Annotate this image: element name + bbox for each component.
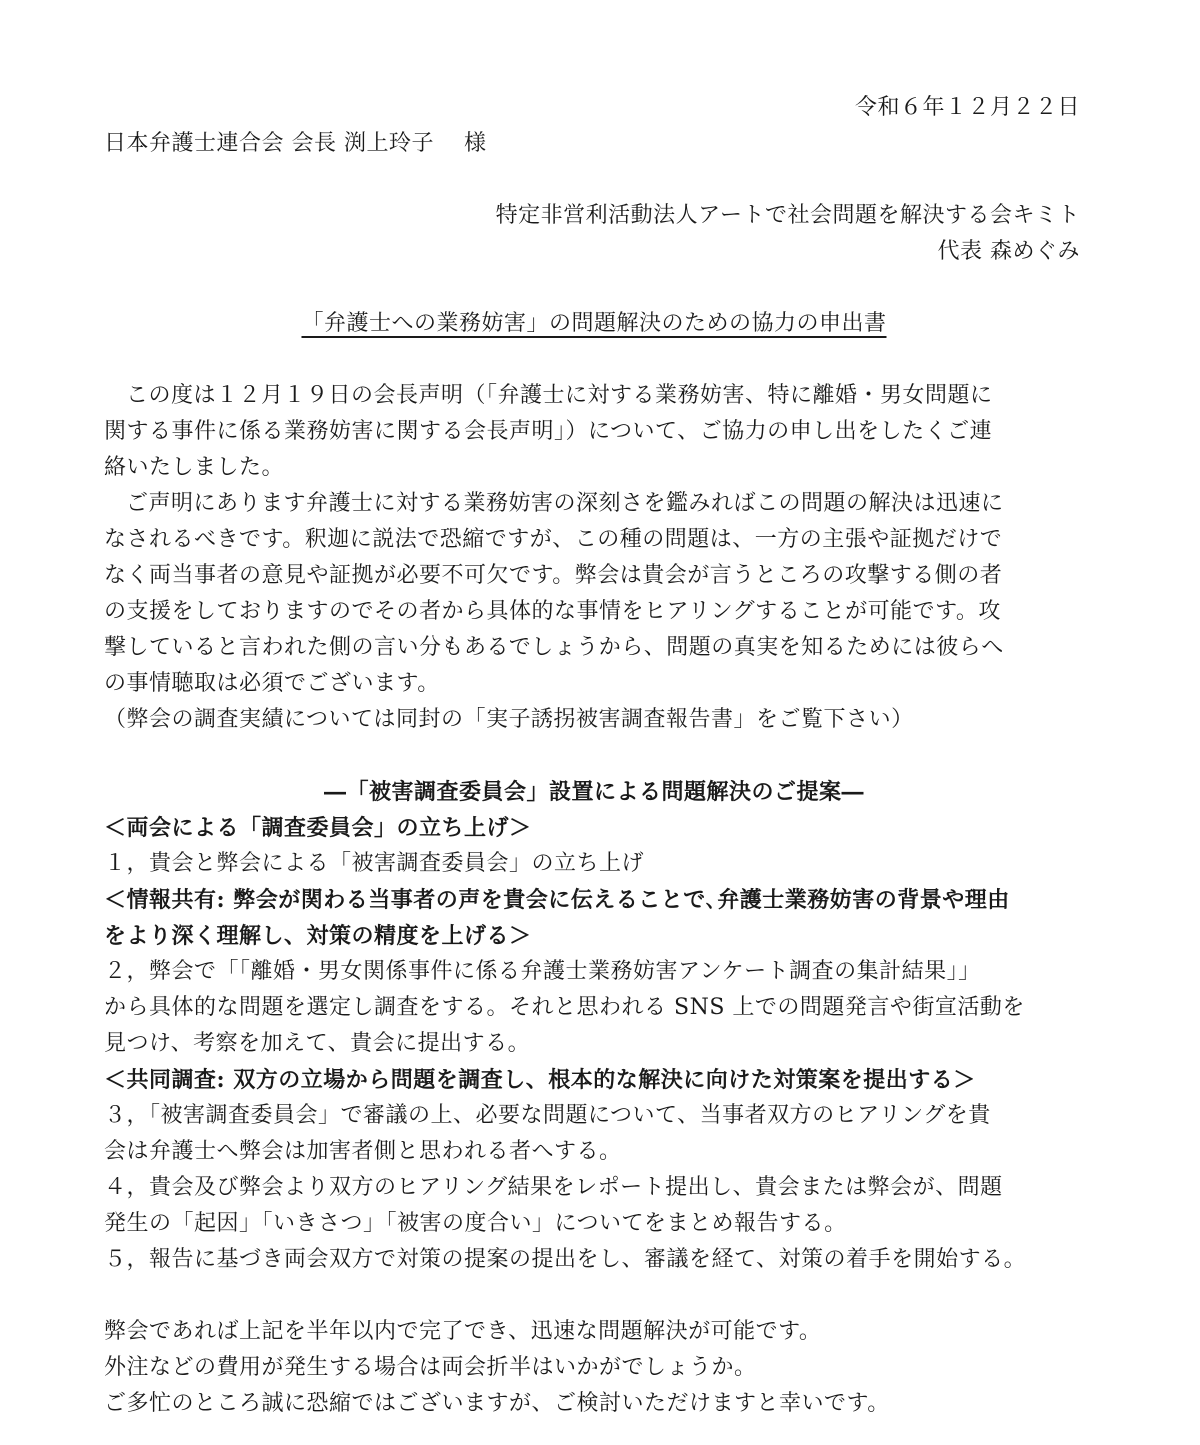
proposal-item-2: から具体的な問題を選定し調査をする。それと思われる SNS 上での問題発言や街宣活動を [104,995,1025,1020]
proposal-item-3: ３，「被害調査委員会」で審議の上、必要な問題について、当事者双方のヒアリングを貴 [104,1103,991,1128]
closing-line: 外注などの費用が発生する場合は両会折半はいかがでしょうか。 [104,1355,757,1380]
proposal-item-2: ２，弊会で「「離婚・男女関係事件に係る弁護士業務妨害アンケート調査の集計結果」」 [104,959,981,984]
intro-p2-line: なく両当事者の意見や証拠が必要不可欠です。弊会は貴会が言うところの攻撃する側の者 [104,563,1003,588]
section-heading-joint-investigation: ＜共同調査: 双方の立場から問題を調査し、根本的な解決に向けた対策案を提出する＞ [104,1067,976,1093]
document-title-wrapper [104,308,1084,340]
sender-organization: 特定非営利活動法人アートで社会問題を解決する会キミト [495,203,1080,228]
section-heading-info-sharing: ＜情報共有: 弊会が関わる当事者の声を貴会に伝えることで､弁護士業務妨害の背景や理由 [104,887,1010,913]
proposal-item-5: ５，報告に基づき両会双方で対策の提案の提出をし、審議を経て、対策の着手を開始する。 [104,1247,1027,1272]
intro-p2-line: ご声明にあります弁護士に対する業務妨害の深刻さを鑑みればこの問題の解決は迅速に [126,491,1004,516]
proposal-item-4: ４，貴会及び弊会より双方のヒアリング結果をレポート提出し、貴会または弊会が、問題 [104,1175,1003,1200]
proposal-heading: ―「被害調査委員会」設置による問題解決のご提案― [323,779,864,805]
recipient: 日本弁護士連合会 会長 渕上玲子 様 [104,131,487,156]
proposal-item-4: 発生の「起因」「いきさつ」「被害の度合い」についてをまとめ報告する。 [104,1211,847,1236]
intro-note: （弊会の調査実績については同封の「実子誘拐被害調査報告書」をご覧下さい） [104,707,914,732]
closing-line: ご多忙のところ誠に恐縮ではございますが、ご検討いただけますと幸いです。 [104,1391,890,1416]
sender-representative: 代表 森めぐみ [937,239,1080,264]
intro-p2-line: なされるべきです。釈迦に説法で恐縮ですが、この種の問題は、一方の主張や証拠だけで [104,527,1003,552]
intro-p2-line: の支援をしておりますのでその者から具体的な事情をヒアリングすることが可能です。攻 [104,599,1001,624]
section-heading-committee: ＜両会による「調査委員会」の立ち上げ＞ [104,815,532,841]
proposal-item-1: １，貴会と弊会による「被害調査委員会」の立ち上げ [104,851,645,876]
intro-p1-line: 絡いたしました。 [104,455,285,480]
closing-line: 弊会であれば上記を半年以内で完了でき、迅速な問題解決が可能です。 [104,1319,822,1344]
letter-date: 令和６年１２月２２日 [854,95,1080,120]
section-heading-info-sharing: をより深く理解し、対策の精度を上げる＞ [104,923,532,949]
intro-p2-line: 撃していると言われた側の言い分もあるでしょうから、問題の真実を知るためには彼らへ [104,635,1004,660]
proposal-item-2: 見つけ、考察を加えて、貴会に提出する。 [104,1031,531,1056]
document-title: 「弁護士への業務妨害」の問題解決のための協力の申出書 [301,311,887,336]
intro-p1-line: 関する事件に係る業務妨害に関する会長声明」）について、ご協力の申し出をしたくご連 [104,419,993,444]
intro-p1-line: この度は１２月１９日の会長声明（「弁護士に対する業務妨害、特に離婚・男女問題に [126,383,993,408]
intro-p2-line: の事情聴取は必須でございます。 [104,671,440,696]
proposal-item-3: 会は弁護士へ弊会は加害者側と思われる者へする。 [104,1139,622,1164]
